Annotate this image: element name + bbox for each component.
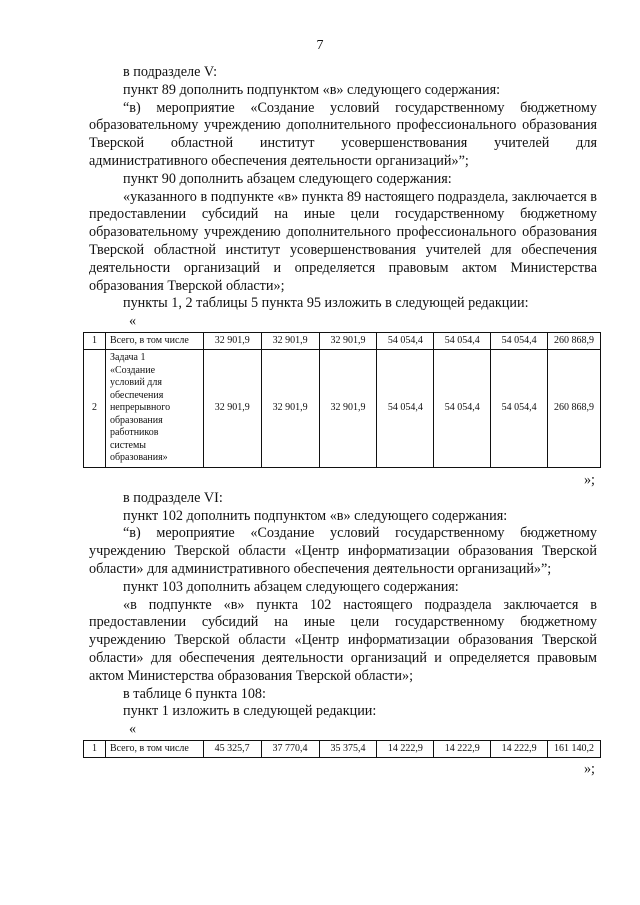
table-cell-value: 32 901,9 (261, 350, 319, 468)
item-103-text: «в подпункте «в» пункта 102 настоящего подраздела заключается в предоставлении субсидий на иные цели государственному бюджетному учреждению Тверской области «Центр информатизации образования Тверской области» для обеспечения деятельности организаций и определяется правовым актом Министерства образования Тверской области»; (89, 596, 597, 684)
quote-close: »; (583, 471, 595, 488)
table-cell-value: 37 770,4 (261, 740, 319, 758)
item-90-instruction: пункт 90 дополнить абзацем следующего содержания: (123, 170, 452, 187)
table-5-intro: пункты 1, 2 таблицы 5 пункта 95 изложить в следующей редакции: (123, 295, 529, 312)
table-cell-value: 54 054,4 (491, 350, 548, 468)
table-cell-value: 35 375,4 (319, 740, 377, 758)
quote-close: »; (583, 761, 595, 778)
table-cell-value: 32 901,9 (319, 332, 377, 350)
table-cell-value: 161 140,2 (548, 740, 601, 758)
table-cell-value: 32 901,9 (319, 350, 377, 468)
item-102-text: “в) мероприятие «Создание условий государственному бюджетному учреждению Тверской области «Центр информатизации образования Тверской области» для административного обеспечения деятельности организаций»”; (89, 525, 597, 577)
table-cell-value: 260 868,9 (548, 350, 601, 468)
table-cell-num: 2 (84, 350, 106, 468)
document-body (89, 64, 597, 779)
quote-open: « (129, 313, 137, 330)
item-90-text: «указанного в подпункте «в» пункта 89 настоящего подраздела, заключается в предоставлении субсидий на иные цели государственному бюджетному образовательному учреждению дополнительного профессионального образования Тверской областной институт усовершенствования учителей для обеспечения деятельности организаций и определяется правовым актом Министерства образования Тверской области»; (89, 188, 597, 294)
table-cell-num: 1 (84, 740, 106, 758)
table-6-intro: в таблице 6 пункта 108: (123, 685, 266, 702)
table-cell-label: Всего, в том числе (105, 332, 203, 350)
table-cell-num: 1 (84, 332, 106, 350)
item-89-text: “в) мероприятие «Создание условий государственному бюджетному образовательному учреждению дополнительного профессионального образования Тверской областной институт усовершенствования учителей для административного обеспечения деятельности организаций»”; (89, 99, 597, 169)
item-103-instruction: пункт 103 дополнить абзацем следующего содержания: (123, 578, 459, 595)
page-number: 7 (316, 38, 324, 53)
table-cell-label: Задача 1 «Создание условий для обеспечения непрерывного образования работников системы образования» (105, 350, 203, 468)
item-102-instruction: пункт 102 дополнить подпунктом «в» следующего содержания: (123, 507, 508, 524)
table-cell-value: 32 901,9 (203, 350, 261, 468)
item-89-instruction: пункт 89 дополнить подпунктом «в» следующего содержания: (123, 81, 501, 98)
table-cell-value: 54 054,4 (377, 350, 434, 468)
table-row (84, 350, 601, 468)
quote-open: « (129, 721, 137, 738)
table-cell-value: 14 222,9 (434, 740, 491, 758)
table-row (84, 332, 601, 350)
table-cell-value: 54 054,4 (491, 332, 548, 350)
table-cell-value: 54 054,4 (434, 350, 491, 468)
table-5 (83, 332, 601, 468)
table-cell-label: Всего, в том числе (105, 740, 203, 758)
subsection-vi-heading: в подразделе VI: (123, 489, 223, 506)
item-1-intro: пункт 1 изложить в следующей редакции: (123, 703, 377, 720)
subsection-v-heading: в подразделе V: (123, 64, 218, 80)
table-cell-value: 14 222,9 (377, 740, 434, 758)
table-cell-value: 54 054,4 (434, 332, 491, 350)
table-cell-value: 54 054,4 (377, 332, 434, 350)
table-cell-value: 14 222,9 (491, 740, 548, 758)
table-cell-value: 260 868,9 (548, 332, 601, 350)
table-6 (83, 740, 601, 759)
table-cell-value: 32 901,9 (261, 332, 319, 350)
table-cell-value: 32 901,9 (203, 332, 261, 350)
table-row (84, 740, 601, 758)
table-cell-value: 45 325,7 (203, 740, 261, 758)
